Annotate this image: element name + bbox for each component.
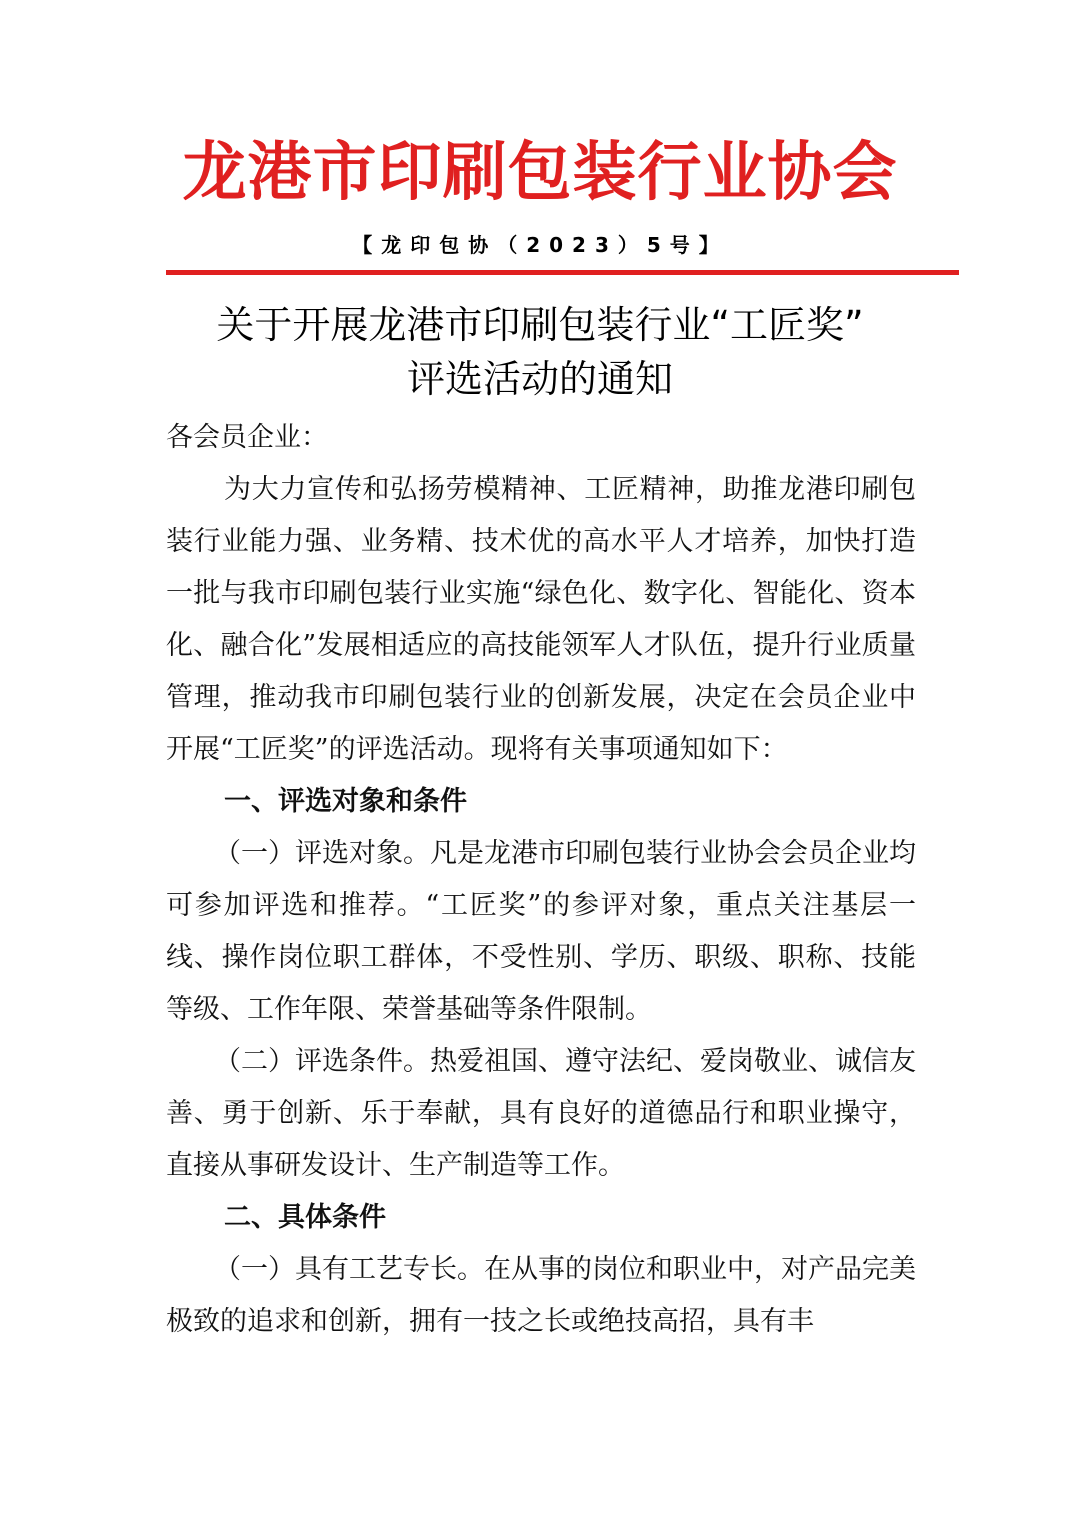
section-2-heading: 二、具体条件: [224, 1202, 386, 1233]
section-1-item-2: （二）评选条件。热爱祖国、遵守法纪、爱岗敬业、诚信友善、勇于创新、乐于奉献，具有良好的道德品行和职业操守，直接从事研发设计、生产制造等工作。: [166, 1046, 916, 1181]
document-number: 【龙印包协（2023）5号】: [352, 233, 728, 257]
section-1-heading: 一、评选对象和条件: [224, 786, 467, 817]
organization-masthead: 龙港市印刷包装行业协会: [182, 136, 898, 210]
red-divider-line: [166, 270, 959, 275]
salutation: 各会员企业：: [166, 422, 328, 453]
intro-paragraph: 为大力宣传和弘扬劳模精神、工匠精神，助推龙港印刷包装行业能力强、业务精、技术优的高水平人才培养，加快打造一批与我市印刷包装行业实施“绿色化、数字化、智能化、资本化、融合化”发展相适应的高技能领军人才队伍，提升行业质量管理，推动我市印刷包装行业的创新发展，决定在会员企业中开展“工匠奖”的评选活动。现将有关事项通知如下：: [166, 474, 916, 765]
notice-title-line-2: 评选活动的通知: [406, 357, 673, 401]
section-2-item-1: （一）具有工艺专长。在从事的岗位和职业中，对产品完美极致的追求和创新，拥有一技之长或绝技高招，具有丰: [166, 1254, 916, 1337]
section-1-item-1: （一）评选对象。凡是龙港市印刷包装行业协会会员企业均可参加评选和推荐。“工匠奖”的参评对象，重点关注基层一线、操作岗位职工群体，不受性别、学历、职级、职称、技能等级、工作年限、荣誉基础等条件限制。: [166, 838, 916, 1025]
notice-title-line-1: 关于开展龙港市印刷包装行业“工匠奖”: [216, 303, 864, 347]
notice-body: [166, 412, 916, 1348]
